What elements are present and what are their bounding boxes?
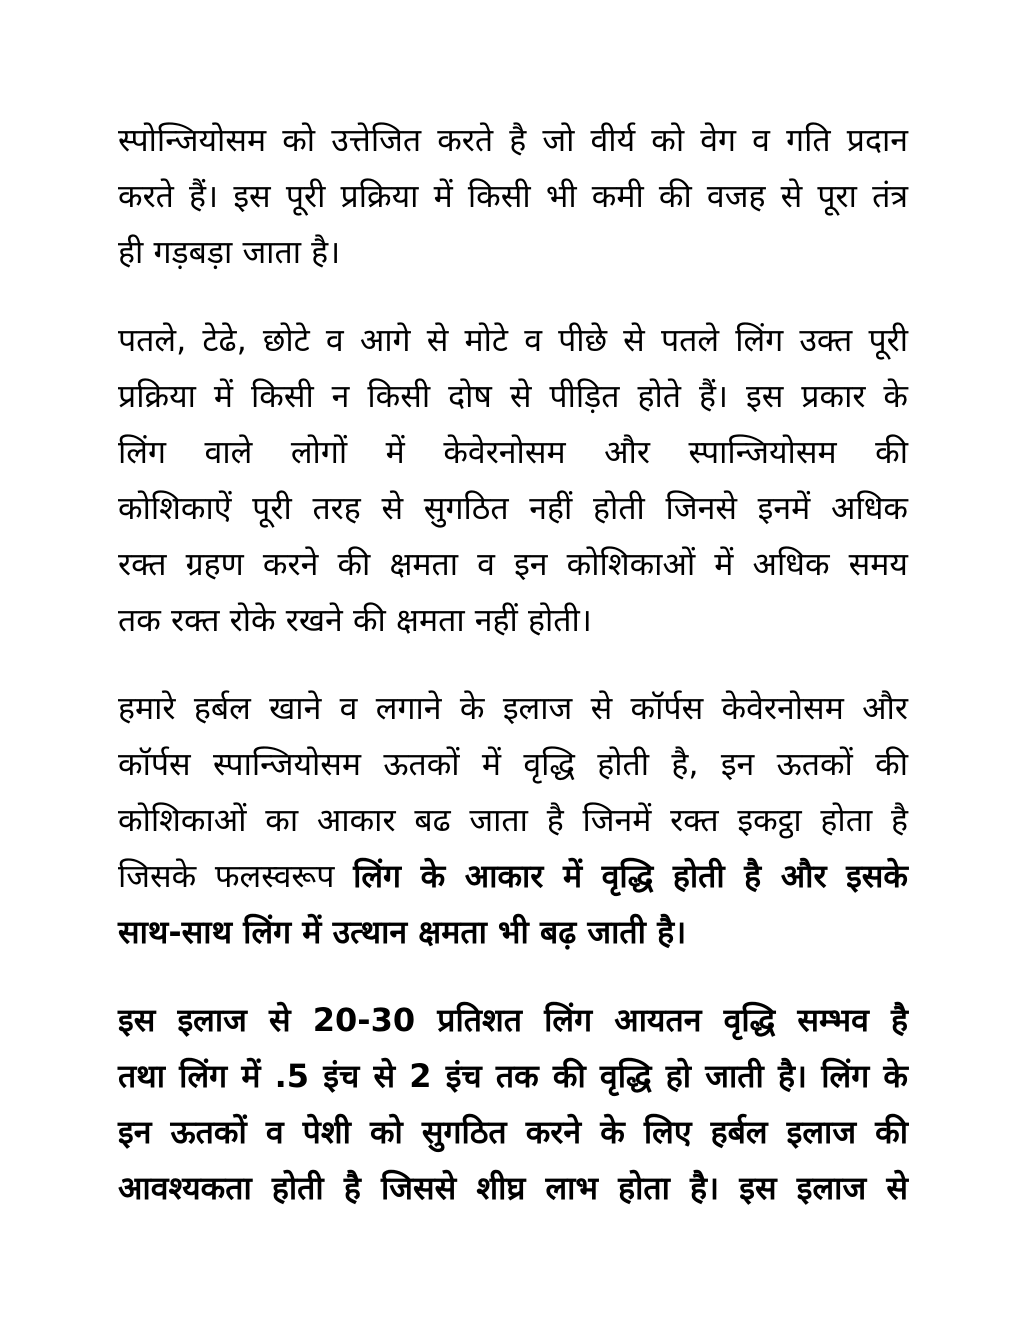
bold-text-run: इन ऊतकों व पेशी को सुगठित करने के लिए हर्बल इलाज की [118, 1113, 908, 1151]
paragraph-3 [118, 680, 908, 960]
text-line [118, 536, 908, 592]
bold-text-run: लिंग के आकार में वृद्धि होती है और इसके [353, 857, 909, 895]
text-run: प्रक्रिया में किसी न किसी दोष से पीड़ित होते हैं। इस प्रकार के [118, 377, 908, 415]
text-line [118, 112, 908, 168]
text-run: लिंग वाले लोगों में केवेरनोसम और स्पान्जियोसम की [118, 433, 908, 471]
text-run: कोशिकाओं का आकार बढ जाता है जिनमें रक्त इकट्ठा होता है [118, 801, 908, 839]
bold-text-run: इस इलाज से 20-30 प्रतिशत लिंग आयतन वृद्धि सम्भव है [118, 1001, 908, 1039]
text-line [118, 792, 908, 848]
text-line [118, 904, 908, 960]
paragraph-1 [118, 112, 908, 280]
text-run: कॉर्पस स्पान्जियोसम ऊतकों में वृद्धि होती है, इन ऊतकों की [118, 745, 908, 783]
bold-text-run: आवश्यकता होती है जिससे शीघ्र लाभ होता है। इस इलाज से [118, 1169, 908, 1207]
text-line [118, 424, 908, 480]
text-run: करते हैं। इस पूरी प्रक्रिया में किसी भी कमी की वजह से पूरा तंत्र [118, 177, 908, 215]
text-line [118, 1048, 908, 1104]
text-run: रक्त ग्रहण करने की क्षमता व इन कोशिकाओं में अधिक समय [118, 545, 908, 583]
paragraph-4 [118, 992, 908, 1216]
text-run: पतले, टेढे, छोटे व आगे से मोटे व पीछे से पतले लिंग उक्त पूरी [118, 321, 908, 359]
bold-text-run: साथ-साथ लिंग में उत्थान क्षमता भी बढ़ जाती है। [118, 913, 687, 951]
text-line [118, 1160, 908, 1216]
text-line [118, 992, 908, 1048]
text-run: जिसके फलस्वरूप [118, 857, 354, 895]
text-line [118, 592, 908, 648]
document-content [118, 112, 908, 1248]
text-line [118, 224, 908, 280]
bold-text-run: तथा लिंग में .5 इंच से 2 इंच तक की वृद्धि हो जाती है। लिंग के [118, 1057, 908, 1095]
text-line [118, 480, 908, 536]
paragraph-2 [118, 312, 908, 648]
text-line [118, 680, 908, 736]
text-run: तक रक्त रोके रखने की क्षमता नहीं होती। [118, 601, 592, 639]
text-run: ही गड़बड़ा जाता है। [118, 233, 341, 271]
text-line [118, 1104, 908, 1160]
text-line [118, 368, 908, 424]
text-run: स्पोन्जियोसम को उत्तेजित करते है जो वीर्य को वेग व गति प्रदान [118, 121, 908, 159]
text-line [118, 736, 908, 792]
text-run: हमारे हर्बल खाने व लगाने के इलाज से कॉर्पस केवेरनोसम और [118, 689, 908, 727]
text-run: कोशिकाऐं पूरी तरह से सुगठित नहीं होती जिनसे इनमें अधिक [118, 489, 908, 527]
text-line [118, 848, 908, 904]
text-line [118, 168, 908, 224]
text-line [118, 312, 908, 368]
